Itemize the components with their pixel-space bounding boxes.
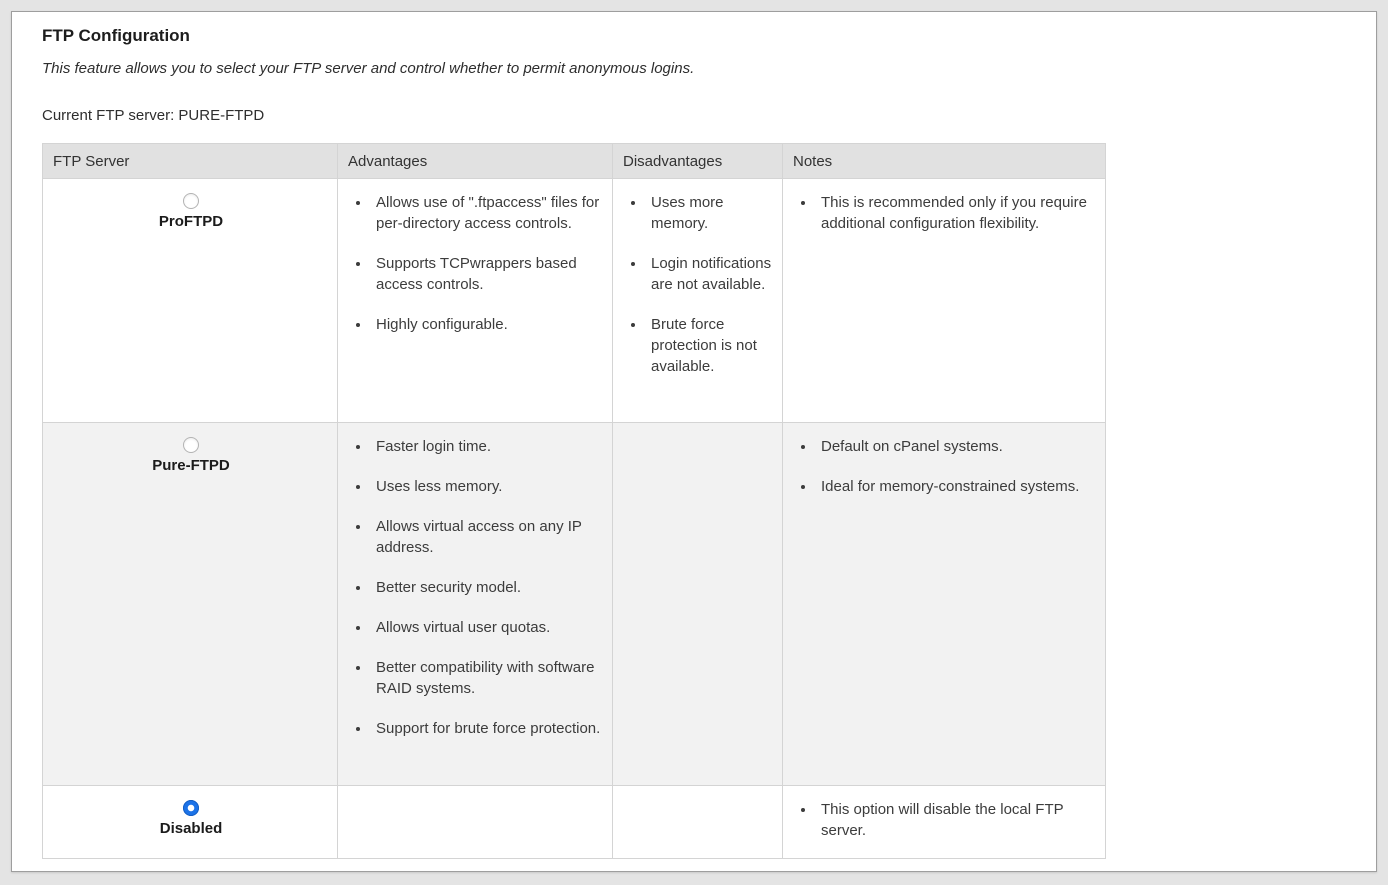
- table-row-pureftpd: [43, 423, 1106, 786]
- list-item: • Allows use of ".ftpaccess" files for per-directory access controls.: [371, 192, 602, 234]
- list-item: • Better compatibility with software RAID systems.: [371, 657, 602, 699]
- column-header-ftp-server: FTP Server: [43, 144, 338, 179]
- pureftpd-label: Pure-FTPD: [152, 457, 230, 475]
- list-item: • Faster login time.: [371, 436, 602, 457]
- proftpd-advantages-cell: [338, 179, 613, 423]
- list-item: • Uses more memory.: [646, 192, 772, 234]
- feature-description: This feature allows you to select your FTP server and control whether to permit anonymous logins.: [42, 60, 695, 77]
- ftp-configuration-panel: [11, 11, 1377, 872]
- table-row-proftpd: [43, 179, 1106, 423]
- pureftpd-advantages-cell: [338, 423, 613, 786]
- disabled-label: Disabled: [159, 820, 223, 838]
- list-item: • Ideal for memory-constrained systems.: [816, 476, 1095, 497]
- column-header-notes: Notes: [783, 144, 1106, 179]
- table-row-disabled: [43, 786, 1106, 859]
- page-title: FTP Configuration: [42, 26, 190, 45]
- disabled-radio[interactable]: [183, 800, 199, 816]
- proftpd-label: ProFTPD: [158, 213, 224, 231]
- pureftpd-disadvantages-cell: [613, 423, 783, 786]
- pureftpd-notes-cell: [783, 423, 1106, 786]
- list-item: • Support for brute force protection.: [371, 718, 602, 739]
- list-item: • Uses less memory.: [371, 476, 602, 497]
- proftpd-disadvantages-cell: [613, 179, 783, 423]
- list-item: • Allows virtual user quotas.: [371, 617, 602, 638]
- pureftpd-option-cell: [43, 423, 338, 786]
- list-item: • Default on cPanel systems.: [816, 436, 1095, 457]
- column-header-advantages: Advantages: [338, 144, 613, 179]
- list-item: • Better security model.: [371, 577, 602, 598]
- current-ftp-server-status: Current FTP server: PURE-FTPD: [42, 107, 265, 124]
- list-item: • This is recommended only if you require additional configuration flexibility.: [816, 192, 1095, 234]
- disabled-option-cell: [43, 786, 338, 859]
- proftpd-option-cell: [43, 179, 338, 423]
- disabled-disadvantages-cell: [613, 786, 783, 859]
- list-item: • Highly configurable.: [371, 314, 602, 335]
- disabled-advantages-cell: [338, 786, 613, 859]
- list-item: • Allows virtual access on any IP address.: [371, 516, 602, 558]
- column-header-disadvantages: Disadvantages: [613, 144, 783, 179]
- proftpd-notes-cell: [783, 179, 1106, 423]
- pureftpd-radio[interactable]: [183, 437, 199, 453]
- proftpd-radio[interactable]: [183, 193, 199, 209]
- list-item: • Supports TCPwrappers based access controls.: [371, 253, 602, 295]
- list-item: • Login notifications are not available.: [646, 253, 772, 295]
- ftp-server-table: [42, 143, 1106, 859]
- table-header-row: [43, 144, 1106, 179]
- list-item: • Brute force protection is not available.: [646, 314, 772, 377]
- list-item: • This option will disable the local FTP server.: [816, 799, 1095, 841]
- disabled-notes-cell: [783, 786, 1106, 859]
